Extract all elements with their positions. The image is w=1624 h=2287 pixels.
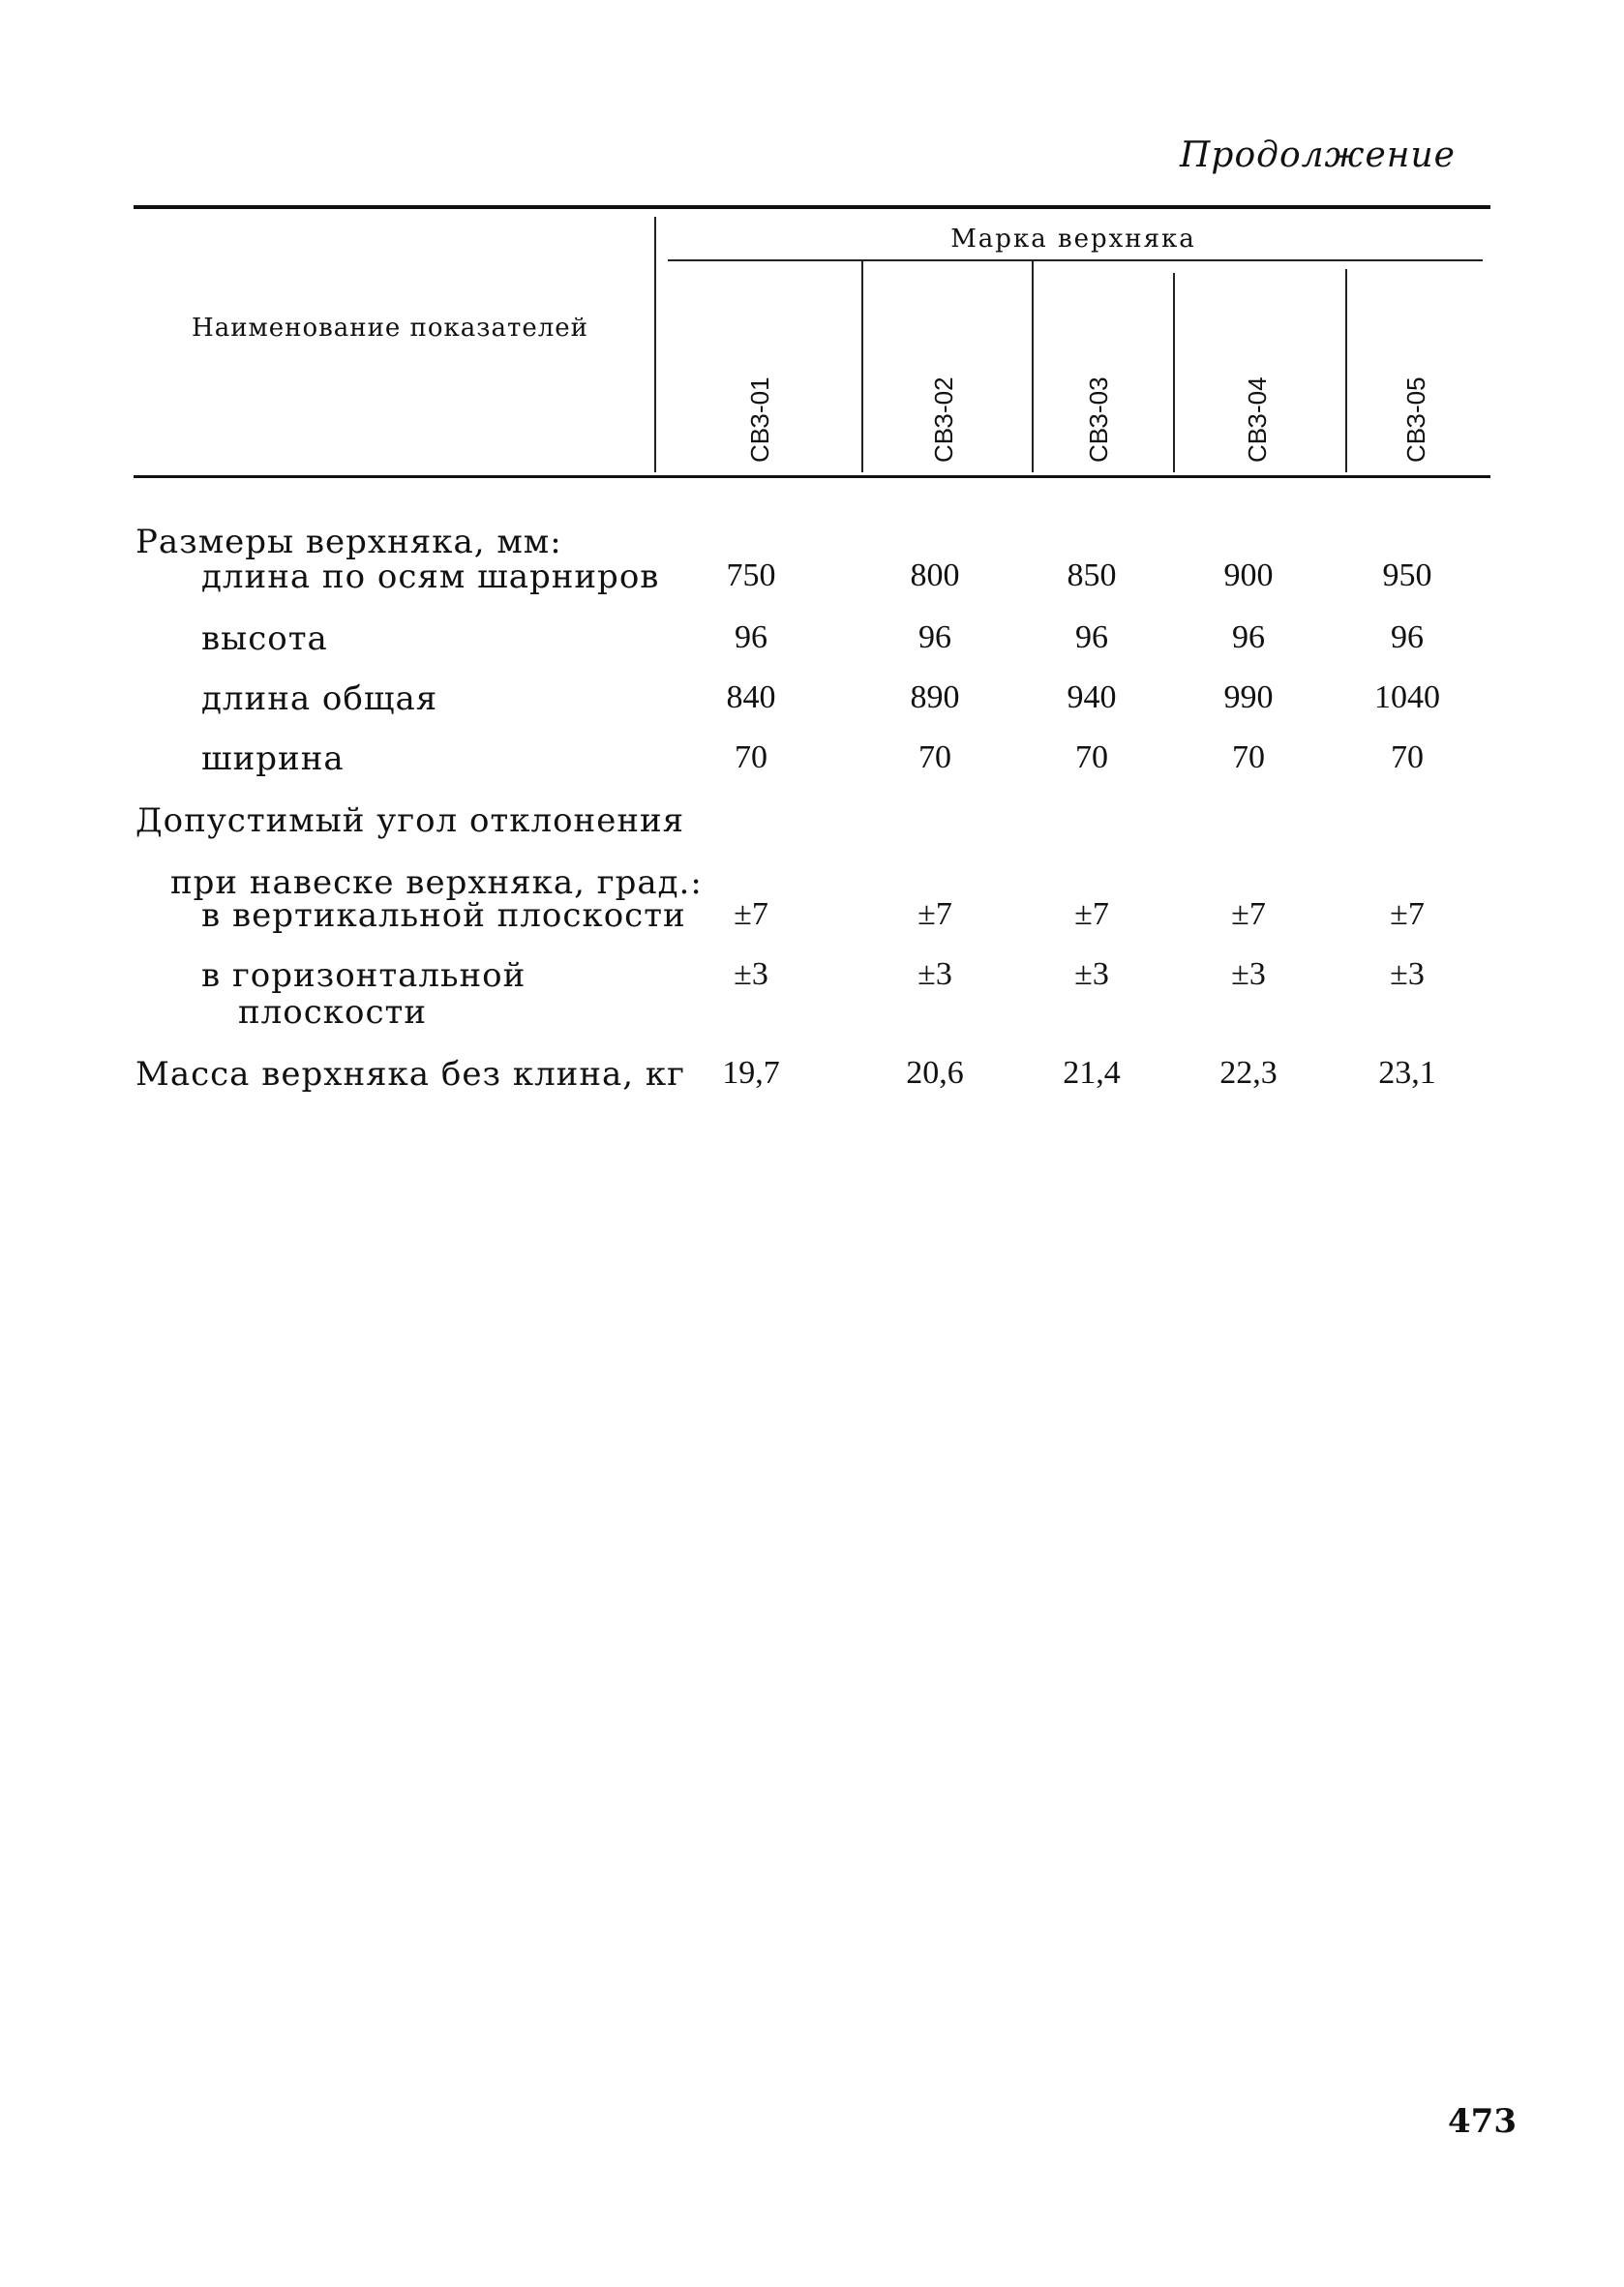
table-cell: ±3 xyxy=(734,956,768,992)
table-cell: 70 xyxy=(1075,739,1108,775)
table-cell: 23,1 xyxy=(1378,1055,1436,1091)
table-cell: 96 xyxy=(918,619,951,655)
row-label-section: Допустимый угол отклонения xyxy=(135,801,685,840)
row-label: длина по осям шарниров xyxy=(201,557,660,596)
table-cell: 70 xyxy=(1391,739,1424,775)
table-cell: ±7 xyxy=(1074,896,1109,932)
table-cell: ±7 xyxy=(1390,896,1425,932)
table-cell: 70 xyxy=(918,739,951,775)
row-label: в горизонтальной xyxy=(201,956,526,995)
table-cell: 21,4 xyxy=(1063,1055,1121,1091)
continued-heading: Продолжение xyxy=(1180,135,1456,175)
row-label-section: при навеске верхняка, град.: xyxy=(170,863,703,902)
table-cell: ±7 xyxy=(1231,896,1266,932)
header-divider-3 xyxy=(1173,273,1175,472)
table-cell: 890 xyxy=(910,679,960,715)
row-label: длина общая xyxy=(201,679,438,718)
row-label: высота xyxy=(201,619,328,658)
table-cell: 900 xyxy=(1223,557,1274,593)
name-column-header: Наименование показателей xyxy=(192,314,588,343)
table-cell: 840 xyxy=(726,679,776,715)
mark-header: СВЗ-01 xyxy=(745,376,774,463)
row-label: ширина xyxy=(201,739,345,778)
table-cell: ±3 xyxy=(1390,956,1425,992)
table-cell: 96 xyxy=(1075,619,1108,655)
table-cell: ±7 xyxy=(734,896,768,932)
table-cell: 940 xyxy=(1067,679,1117,715)
table-cell: 70 xyxy=(735,739,767,775)
row-label: Масса верхняка без клина, кг xyxy=(135,1055,685,1094)
header-divider-2 xyxy=(1032,261,1034,472)
table-cell: ±3 xyxy=(1074,956,1109,992)
table-cell: 19,7 xyxy=(722,1055,780,1091)
mark-header: СВЗ-05 xyxy=(1401,376,1430,463)
table-cell: 96 xyxy=(1391,619,1424,655)
group-header-underline xyxy=(668,259,1483,261)
table-cell: 800 xyxy=(910,557,960,593)
mark-header: СВЗ-03 xyxy=(1084,376,1113,463)
table-cell: ±3 xyxy=(917,956,952,992)
row-label-continuation: плоскости xyxy=(238,993,428,1032)
table-cell: 750 xyxy=(726,557,776,593)
table-cell: 22,3 xyxy=(1219,1055,1278,1091)
table-cell: 96 xyxy=(735,619,767,655)
header-divider-4 xyxy=(1345,269,1347,472)
table-cell: 96 xyxy=(1232,619,1265,655)
table-cell: 850 xyxy=(1067,557,1117,593)
table-cell: 70 xyxy=(1232,739,1265,775)
row-label-section: Размеры верхняка, мм: xyxy=(135,523,562,561)
header-divider-main xyxy=(654,217,656,472)
table-header-rule xyxy=(134,475,1490,478)
table-top-rule xyxy=(134,205,1490,209)
row-label: в вертикальной плоскости xyxy=(201,896,686,935)
header-divider-1 xyxy=(861,261,863,472)
table-cell: 1040 xyxy=(1374,679,1440,715)
table-cell: 990 xyxy=(1223,679,1274,715)
table-cell: 20,6 xyxy=(906,1055,964,1091)
table-cell: ±7 xyxy=(917,896,952,932)
group-header: Марка верхняка xyxy=(950,225,1196,254)
table-cell: 950 xyxy=(1382,557,1432,593)
page-number: 473 xyxy=(1448,2102,1517,2141)
table-cell: ±3 xyxy=(1231,956,1266,992)
mark-header: СВЗ-02 xyxy=(929,376,958,463)
mark-header: СВЗ-04 xyxy=(1243,376,1272,463)
